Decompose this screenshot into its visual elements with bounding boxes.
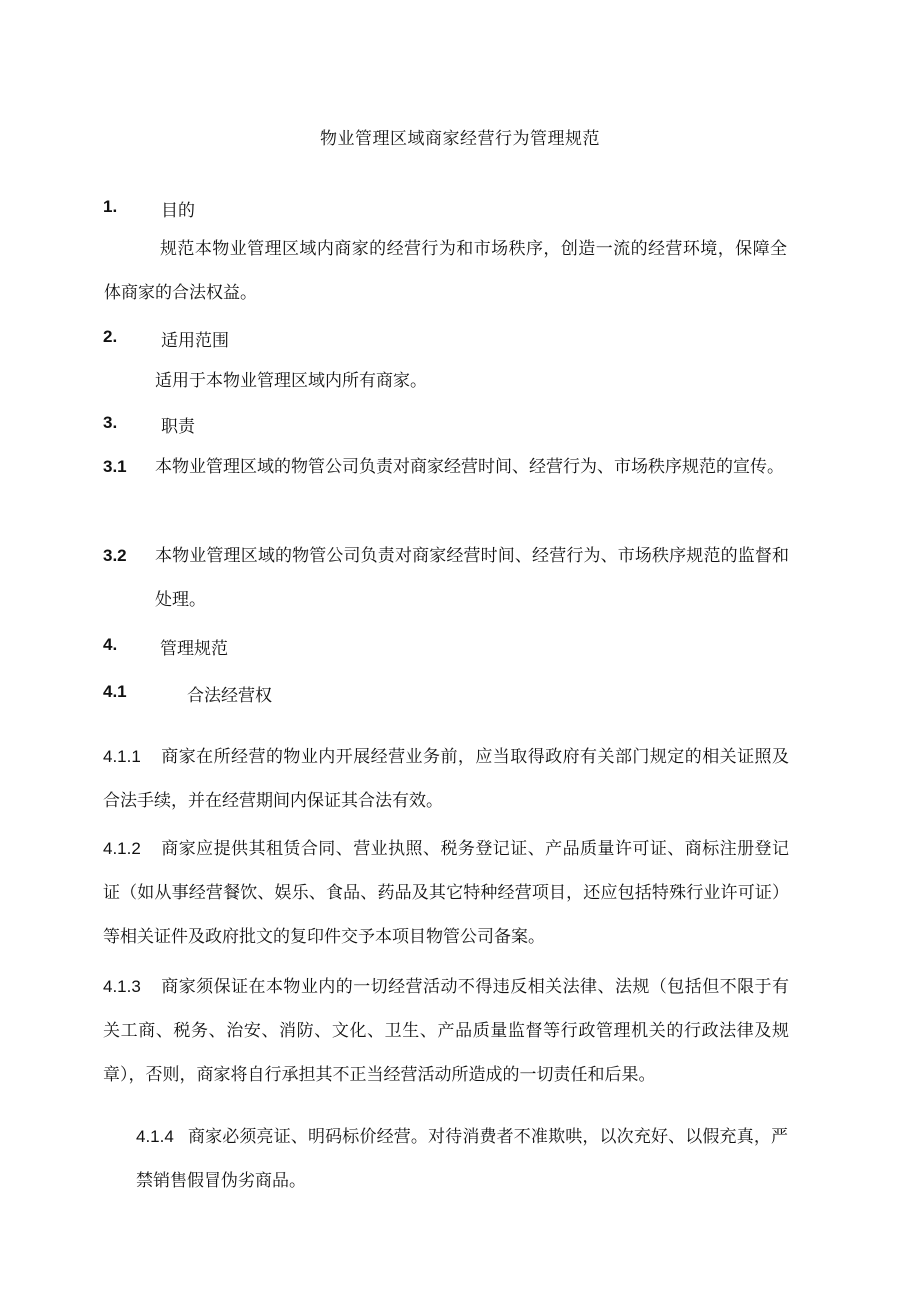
clause-4-1-3-body: 商家须保证在本物业内的一切经营活动不得违反相关法律、法规（包括但不限于有关工商、税务、治安、消防、文化、卫生、产品质量监督等行政管理机关的行政法律及规章），否则，商家将自行承担其不正当经营活动所造成的一切责任和后果。	[103, 977, 789, 1085]
section-2-heading: 适用范围	[161, 331, 229, 351]
clause-4-1-4-body: 商家必须亮证、明码标价经营。对待消费者不准欺哄，以次充好、以假充真，严禁销售假冒伪劣商品。	[136, 1127, 788, 1191]
clause-4-1-2-number: 4.1.2	[103, 839, 141, 858]
section-2-number: 2.	[103, 327, 118, 346]
clause-4-1-3-number: 4.1.3	[103, 977, 141, 996]
clause-4-1-3	[103, 965, 789, 1097]
section-1-body: 规范本物业管理区域内商家的经营行为和市场秩序，创造一流的经营环境，保障全体商家的合法权益。	[104, 239, 787, 303]
section-3-1-number: 3.1	[103, 457, 127, 476]
section-2-body: 适用于本物业管理区域内所有商家。	[155, 371, 427, 391]
clause-4-1-4	[136, 1115, 788, 1203]
section-3-2-body: 本物业管理区域的物管公司负责对商家经营时间、经营行为、市场秩序规范的监督和处理。	[155, 546, 789, 610]
section-4-heading: 管理规范	[160, 639, 228, 659]
section-3-1-body: 本物业管理区域的物管公司负责对商家经营时间、经营行为、市场秩序规范的宣传。	[155, 457, 784, 477]
clause-4-1-4-number: 4.1.4	[136, 1127, 174, 1146]
section-3-heading: 职责	[161, 417, 195, 437]
clause-4-1-1	[103, 735, 789, 823]
clause-4-1-1-body: 商家在所经营的物业内开展经营业务前，应当取得政府有关部门规定的相关证照及合法手续，并在经营期间内保证其合法有效。	[103, 747, 789, 811]
clause-4-1-1-number: 4.1.1	[103, 747, 141, 766]
section-4-1-number: 4.1	[103, 682, 127, 701]
document-title: 物业管理区域商家经营行为管理规范	[320, 129, 600, 149]
section-3-number: 3.	[103, 413, 118, 432]
section-1-heading: 目的	[161, 201, 195, 221]
section-1-number: 1.	[103, 197, 118, 216]
section-4-1-heading: 合法经营权	[187, 686, 272, 706]
clause-4-1-2	[103, 827, 789, 959]
section-3-2-number: 3.2	[103, 546, 127, 565]
section-4-number: 4.	[103, 635, 118, 654]
clause-4-1-2-body: 商家应提供其租赁合同、营业执照、税务登记证、产品质量许可证、商标注册登记证（如从事经营餐饮、娱乐、食品、药品及其它特种经营项目，还应包括特殊行业许可证）等相关证件及政府批文的复印件交予本项目物管公司备案。	[103, 839, 789, 947]
